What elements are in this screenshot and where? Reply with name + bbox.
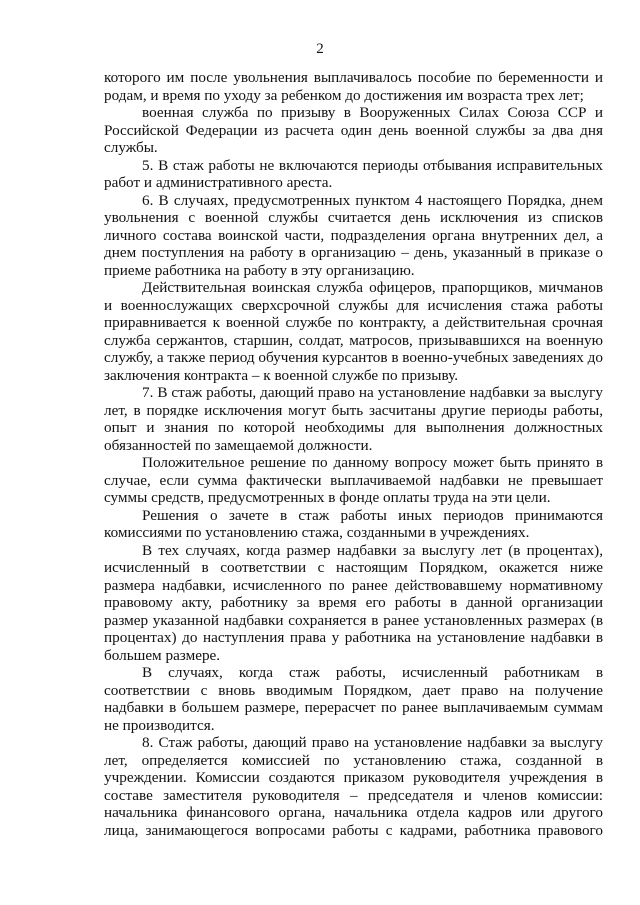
paragraph-officers-service: Действительная воинская служба офицеров, прапорщиков, мичманов и военнослужащих сверхсрочной службы для исчисления стажа работы приравнивается к военной службе по контракту, а действительная срочная служба сержантов, старшин, солдат, матросов, призывавшихся на военную службу, а также период обучения курсантов в военно-учебных заведениях до заключения контракта – к военной службе по призыву. [104, 279, 603, 384]
page-number: 2 [316, 41, 324, 57]
paragraph-military-service: военная служба по призыву в Вооруженных Силах Союза ССР и Российской Федерации из расчета один день военной службы за два дня службы. [104, 104, 603, 156]
paragraph-item-5: 5. В стаж работы не включаются периоды отбывания исправительных работ и административного ареста. [104, 156, 603, 191]
paragraph-item-7: 7. В стаж работы, дающий право на установление надбавки за выслугу лет, в порядке исключения могут быть засчитаны другие периоды работы, опыт и знания по которой необходимы для выполнения должностных обязанностей по замещаемой должности. [104, 384, 603, 454]
paragraph-item-6: 6. В случаях, предусмотренных пунктом 4 настоящего Порядка, днем увольнения с военной службы считается день исключения из списков личного состава воинской части, подразделения органа внутренних дел, а днем поступления на работу в организацию – день, указанный в приказе о приеме работника на работу в эту организацию. [104, 191, 603, 279]
paragraph-item-8: 8. Стаж работы, дающий право на установление надбавки за выслугу лет, определяется комиссией по установлению стажа, созданной в учреждении. Комиссии создаются приказом руководителя учреждения в составе заместителя руководителя – председателя и членов комиссии: начальника финансового органа, начальника отдела кадров или другого лица, занимающегося вопросами работы с кадрами, работника правового [104, 734, 603, 839]
document-body [104, 69, 603, 839]
paragraph-bonus-preserved: В тех случаях, когда размер надбавки за выслугу лет (в процентах), исчисленный в соответствии с настоящим Порядком, окажется ниже размера надбавки, исчисленного по ранее действовавшему нормативному правовому акту, работнику за время его работы в данной организации размер указанной надбавки сохраняется в ранее установленных размерах (в процентах) до наступления права у работника на установление надбавки в большем размере. [104, 541, 603, 664]
paragraph-positive-decision: Положительное решение по данному вопросу может быть принято в случае, если сумма фактически выплачиваемой надбавки не превышает суммы средств, предусмотренных в фонде оплаты труда на эти цели. [104, 454, 603, 506]
paragraph-commission-decisions: Решения о зачете в стаж работы иных периодов принимаются комиссиями по установлению стажа, созданными в учреждениях. [104, 506, 603, 541]
paragraph-maternity-continuation: которого им после увольнения выплачивалось пособие по беременности и родам, и время по уходу за ребенком до достижения им возраста трех лет; [104, 69, 603, 104]
paragraph-no-recalculation: В случаях, когда стаж работы, исчисленный работникам в соответствии с вновь вводимым Порядком, дает право на получение надбавки в большем размере, перерасчет по ранее выплачиваемым суммам не производится. [104, 664, 603, 734]
